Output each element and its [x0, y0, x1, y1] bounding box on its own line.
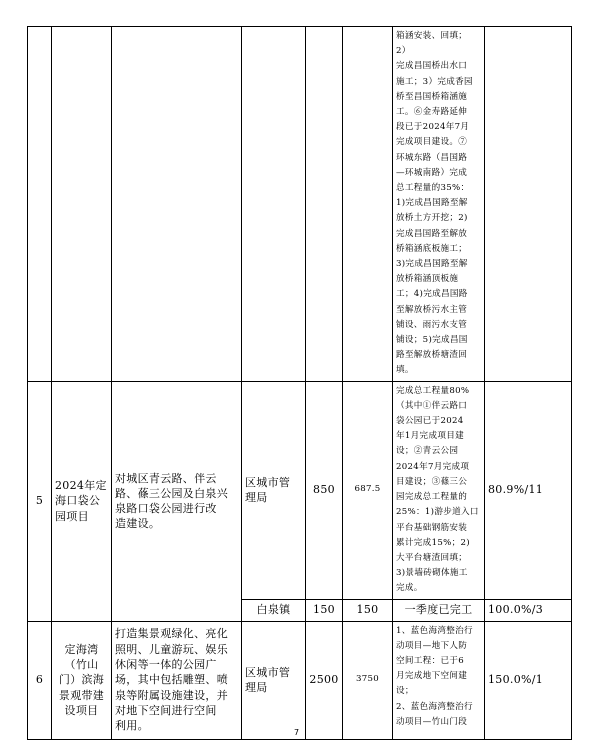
cell-rate [485, 27, 572, 382]
cell-unit [242, 27, 306, 382]
page-number: 7 [293, 728, 300, 737]
cell-rate: 150.0%/1 [485, 621, 572, 739]
cell-rate: 100.0%/3 [485, 599, 572, 621]
cell-progress: 一季度已完工 [393, 599, 485, 621]
cell-done [343, 27, 393, 382]
cell-name: 2024年定 海口袋公 园项目 [52, 381, 112, 621]
cell-name: 定海湾 （竹山 门）滨海 景观带建 设项目 [52, 621, 112, 739]
cell-content: 对城区青云路、伴云 路、蓧三公园及白泉兴 泉路口袋公园进行改 造建设。 [112, 381, 242, 621]
cell-name [52, 27, 112, 382]
cell-rate: 80.9%/11 [485, 381, 572, 599]
table-row-project-6 [28, 621, 572, 739]
cell-done: 3750 [343, 621, 393, 739]
cell-done: 687.5 [343, 381, 393, 599]
cell-done: 150 [343, 599, 393, 621]
cell-progress: 箱涵安装、回填；2） 完成昌国桥出水口 施工；3）完成香园 桥至昌国桥箱涵施 工。⑥金寿路延伸 段已于2024年7月 完成项目建设。⑦ 环城东路（昌国路 —环城南路）完成 总工程量的35%： 1)完成昌国路至解 放桥土方开挖；2) 完成昌国路至解放 桥箱涵底板施工； 3)完成昌国路至解 放桥箱涵顶板施 工；4)完成昌国路 至解放桥污水主管 铺设、雨污水支管 铺设；5)完成昌国 路至解放桥塘渣回 填。 [393, 27, 485, 382]
cell-plan: 150 [306, 599, 343, 621]
cell-no [28, 27, 52, 382]
cell-progress: 完成总工程量80% （其中①伴云路口 袋公园已于2024 年1月完成项目建 设；②青云公园 2024年7月完成项 目建设；③蓧三公 园完成总工程量的 25%：1)游步道入口 平台基础钢筋安装 累计完成15%；2) 大平台塘渣回填； 3)景墙砖砌体施工 完成。 [393, 381, 485, 599]
cell-plan: 850 [306, 381, 343, 599]
cell-unit: 区城市管 理局 [242, 621, 306, 739]
table-row-project-5 [28, 381, 572, 599]
cell-content [112, 27, 242, 382]
table-row-continued [28, 27, 572, 382]
cell-content: 打造集景观绿化、亮化 照明、儿童游玩、娱乐 休闲等一体的公园广 场，其中包括雕塑、喷 泉等附属设施建设，并 对地下空间进行空间 利用。 [112, 621, 242, 739]
cell-no: 6 [28, 621, 52, 739]
cell-plan [306, 27, 343, 382]
cell-progress: 1、蓝色海湾整治行 动项目—地下人防 空间工程：已于6 月完成地下空间建 设； 2、蓝色海湾整治行 动项目—竹山门段 [393, 621, 485, 739]
project-progress-table [27, 26, 572, 740]
cell-plan: 2500 [306, 621, 343, 739]
cell-unit: 区城市管 理局 [242, 381, 306, 599]
cell-no: 5 [28, 381, 52, 621]
cell-unit: 白泉镇 [242, 599, 306, 621]
